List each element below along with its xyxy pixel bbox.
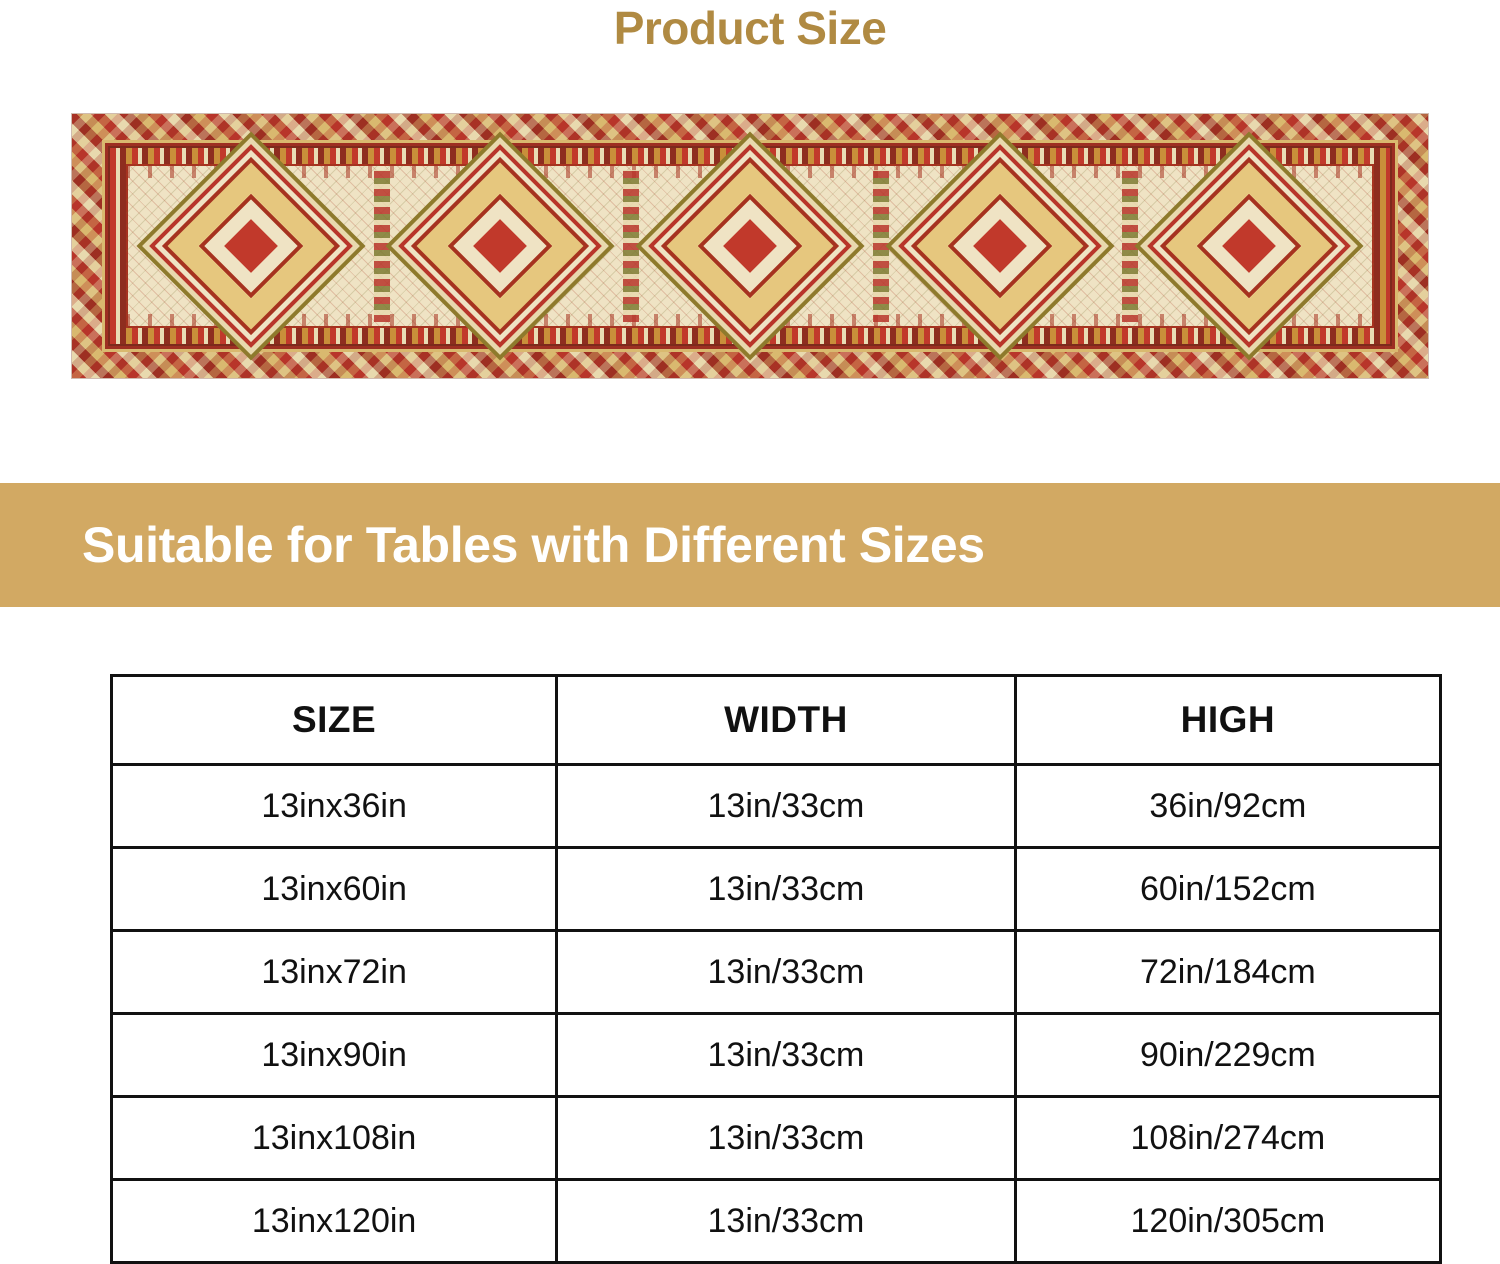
- diamond-medallion-icon: [916, 163, 1083, 330]
- diamond-medallion-icon: [417, 163, 584, 330]
- cell-high: 72in/184cm: [1015, 931, 1440, 1014]
- cell-size: 13inx90in: [112, 1014, 557, 1097]
- product-image: [72, 114, 1428, 378]
- column-header-size: SIZE: [112, 676, 557, 765]
- cell-width: 13in/33cm: [557, 1014, 1016, 1097]
- cell-width: 13in/33cm: [557, 931, 1016, 1014]
- cell-size: 13inx60in: [112, 848, 557, 931]
- cell-width: 13in/33cm: [557, 1097, 1016, 1180]
- size-table: [110, 674, 1442, 1264]
- section-banner: [0, 483, 1500, 607]
- cell-size: 13inx120in: [112, 1180, 557, 1263]
- cell-high: 108in/274cm: [1015, 1097, 1440, 1180]
- diamond-medallion-icon: [1166, 163, 1333, 330]
- table-row: [112, 1180, 1441, 1263]
- cell-high: 120in/305cm: [1015, 1180, 1440, 1263]
- medallion-cell: [625, 164, 875, 328]
- runner-outer-frame: [102, 140, 1398, 352]
- column-header-high: HIGH: [1015, 676, 1440, 765]
- table-runner-graphic: [72, 114, 1428, 378]
- runner-middle-frame: [110, 148, 1390, 344]
- cell-width: 13in/33cm: [557, 1180, 1016, 1263]
- table-header-row: [112, 676, 1441, 765]
- page-title: Product Size: [613, 2, 887, 54]
- medallion-cell: [875, 164, 1125, 328]
- cell-size: 13inx36in: [112, 765, 557, 848]
- cell-width: 13in/33cm: [557, 848, 1016, 931]
- table-row: [112, 1097, 1441, 1180]
- column-header-width: WIDTH: [557, 676, 1016, 765]
- size-table-container: [110, 674, 1442, 1264]
- banner-heading: Suitable for Tables with Different Sizes: [82, 517, 985, 573]
- medallion-cell: [126, 164, 376, 328]
- table-row: [112, 931, 1441, 1014]
- runner-ivory-field: [126, 164, 1374, 328]
- cell-size: 13inx108in: [112, 1097, 557, 1180]
- cell-high: 60in/152cm: [1015, 848, 1440, 931]
- table-row: [112, 765, 1441, 848]
- cell-high: 90in/229cm: [1015, 1014, 1440, 1097]
- table-row: [112, 848, 1441, 931]
- diamond-medallion-icon: [667, 163, 834, 330]
- table-row: [112, 1014, 1441, 1097]
- cell-high: 36in/92cm: [1015, 765, 1440, 848]
- medallion-cell: [1124, 164, 1374, 328]
- diamond-medallion-icon: [167, 163, 334, 330]
- cell-width: 13in/33cm: [557, 765, 1016, 848]
- medallion-cell: [376, 164, 626, 328]
- cell-size: 13inx72in: [112, 931, 557, 1014]
